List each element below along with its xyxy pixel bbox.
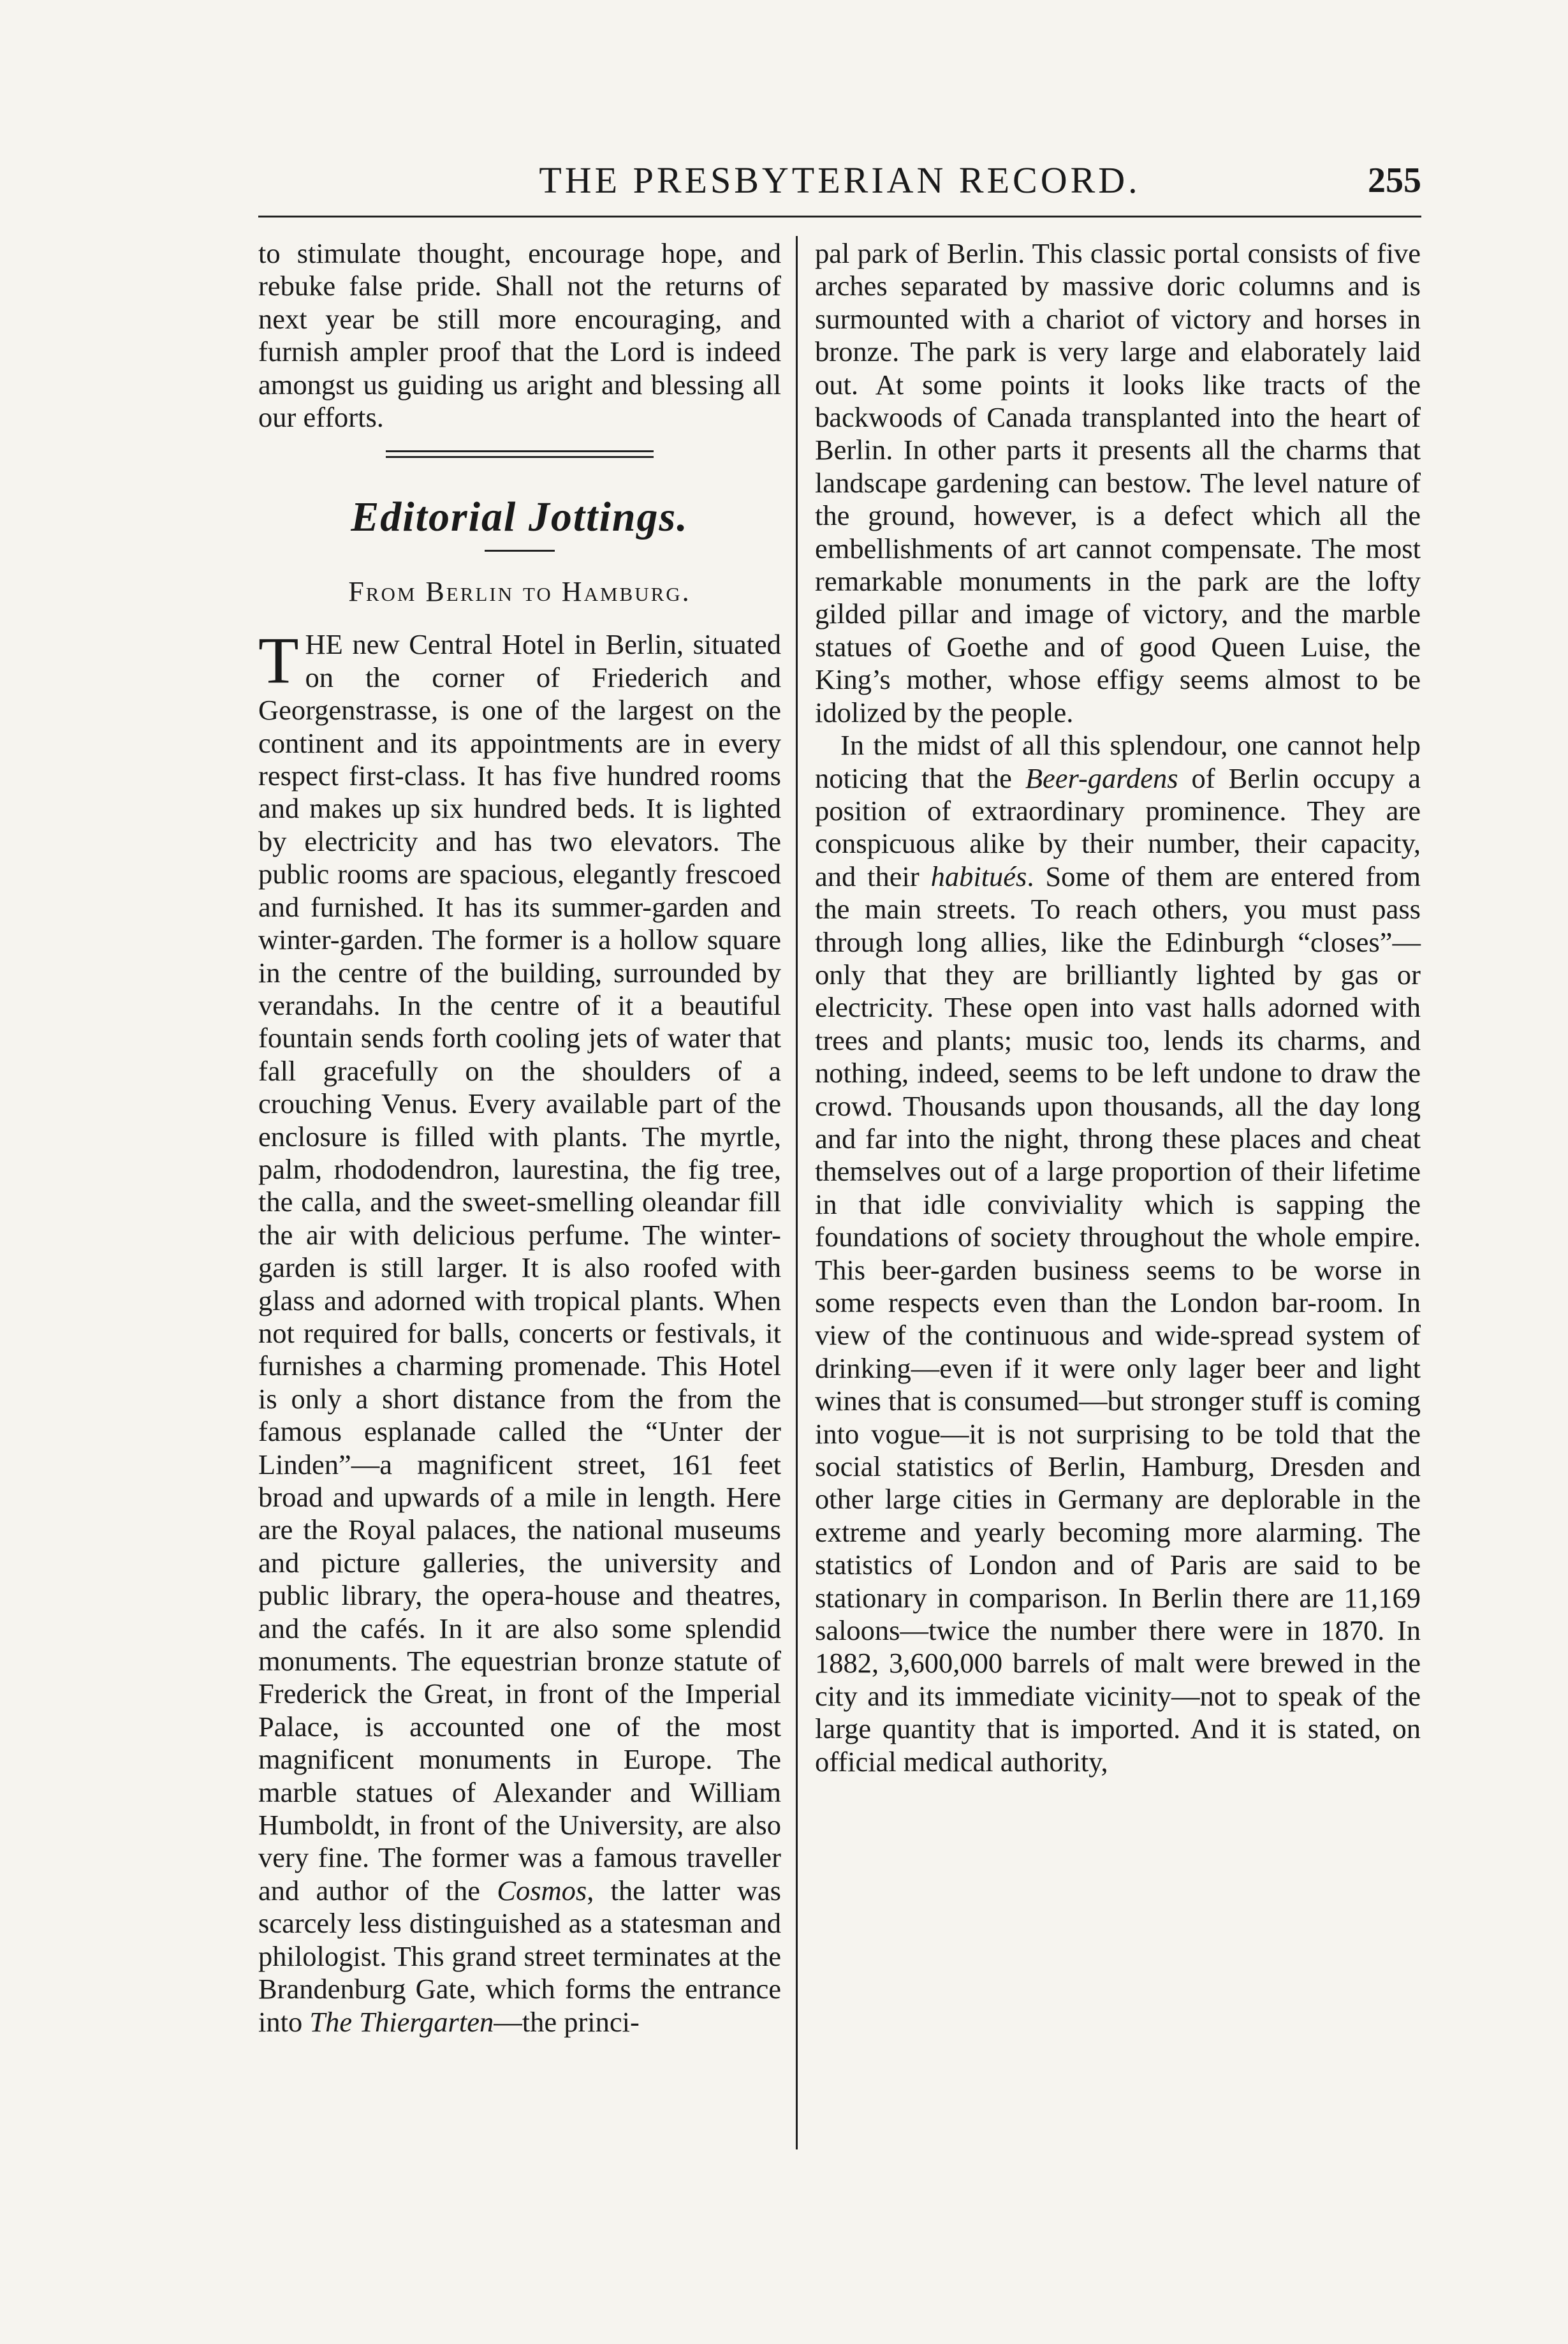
drop-cap: T bbox=[258, 624, 299, 698]
intro-paragraph: to stimulate thought, encourage hope, and rebuke false pride. Shall not the returns of next year be still more encouraging, and furnish ampler proof that the Lord is indeed amongst us guiding us aright and blessing all our efforts. bbox=[258, 237, 781, 434]
article-text-start: HE new Central Hotel in Berlin, situated on the corner of Friederich and Georgenstrasse, is one of the largest on the continent and its appointments are in every respect first-class. It has five hundred rooms and makes up six hundred beds. It is lighted by electricity and has two elevators. The public rooms are spacious, elegantly frescoed and furnished. It has its summer-garden and winter-garden. The former is a hollow square in the centre of the building, surrounded by verandahs. In the centre of it a beautiful fountain sends forth cooling jets of water that fall gracefully on the shoulders of a crouching Venus. Every available part of the enclosure is filled with plants. The myrtle, palm, rhododendron, laurestina, the fig tree, the calla, and the sweet-smelling oleandar fill the air with delicious perfume. The winter-garden is still larger. It is also roofed with glass and adorned with tropical plants. When not required for balls, concerts or festivals, it furnishes a charming promenade. This Hotel is only a short distance from the from the famous esplanade called the “Unter der Linden”—a magnificent street, 161 feet broad and upwards of a mile in length. Here are the Royal palaces, the national museums and picture galleries, the university and public library, the opera-house and theatres, and the cafés. In it are also some splendid monuments. The equestrian bronze statute of Frederick the Great, in front of the Imperial Palace, is accounted one of the most magnificent monuments in Europe. The marble statues of Alexander and William Humboldt, in front of the University, are also very fine. The former was a famous traveller and author of the bbox=[258, 628, 781, 1906]
p2-start: In the midst of all this splendour, one cannot help noticing that the bbox=[815, 729, 1421, 794]
p2-b: . Some of them are entered from the main streets. To reach others, you must pass through long allies, like the Edinburgh “closes”—only that they are brilliantly lighted by gas or electricity. These open into vast halls adorned with trees and plants; music too, lends its charms, and nothing, indeed, seems to be left undone to draw the crowd. Thousands upon thousands, all the day long and far into the night, throng these places and cheat themselves out of a large proportion of their lifetime in that idle conviviality which is sapping the foundations of society throughout the whole empire. This beer-garden business seems to be worse in some respects even than the London bar-room. In view of the continuous and wide-spread system of drinking—even if it were only lager beer and light wines that is consumed—but stronger stuff is coming into vogue—it is not surprising to be told that the social statistics of Berlin, Hamburg, Dresden and other large cities in Germany are deplorable in the extreme and yearly becoming more alarming. The statistics of London and of Paris are said to be stationary in comparison. In Berlin there are 11,169 saloons—twice the number there were in 1870. In 1882, 3,600,000 barrels of malt were brewed in the city and its immediate vicinity—not to speak of the large quantity that is imported. And it is stated, on official medical authority, bbox=[815, 860, 1421, 1778]
header-rule bbox=[258, 216, 1421, 217]
cosmos-title: Cosmos bbox=[497, 1874, 587, 1906]
right-column bbox=[815, 237, 1421, 1778]
article-text-mid: , the latter was scarcely less distinguished as a statesman and philologist. This grand street terminates at the Brandenburg Gate, which forms the entrance into bbox=[258, 1874, 781, 2038]
left-column bbox=[258, 237, 781, 2038]
right-paragraph-2 bbox=[815, 729, 1421, 1778]
beer-gardens-term: Beer-gardens bbox=[1025, 762, 1178, 794]
page-number: 255 bbox=[1368, 161, 1421, 200]
article-text-end: —the princi- bbox=[494, 2005, 640, 2038]
p2-a: of Berlin occupy a position of extraordinary prominence. They are conspicuous alike by their number, their capacity, and their bbox=[815, 762, 1421, 892]
column-divider bbox=[796, 236, 798, 2149]
article-subheading: From Berlin to Hamburg. bbox=[348, 576, 691, 608]
thiergarten-title: The Thiergarten bbox=[309, 2005, 494, 2038]
running-title: THE PRESBYTERIAN RECORD. bbox=[539, 159, 1141, 201]
article-paragraph bbox=[258, 624, 781, 2038]
section-heading: Editorial Jottings. bbox=[351, 494, 689, 541]
habitues-term: habitués bbox=[930, 860, 1027, 892]
ornamental-rule bbox=[386, 450, 654, 458]
page-header bbox=[258, 158, 1421, 209]
right-paragraph-1: pal park of Berlin. This classic portal consists of five arches separated by massive doric columns and is surmounted with a chariot of victory and horses in bronze. The park is very large and elaborately laid out. At some points it looks like tracts of the backwoods of Canada transplanted into the heart of Berlin. In other parts it presents all the charms that landscape gardening can bestow. The level nature of the ground, however, is a defect which all the embellishments of art cannot compensate. The most remarkable monuments in the park are the lofty gilded pillar and image of victory, and the marble statues of Goethe and of good Queen Luise, the King’s mother, whose effigy seems almost to be idolized by the people. bbox=[815, 237, 1421, 728]
short-rule bbox=[485, 550, 555, 552]
